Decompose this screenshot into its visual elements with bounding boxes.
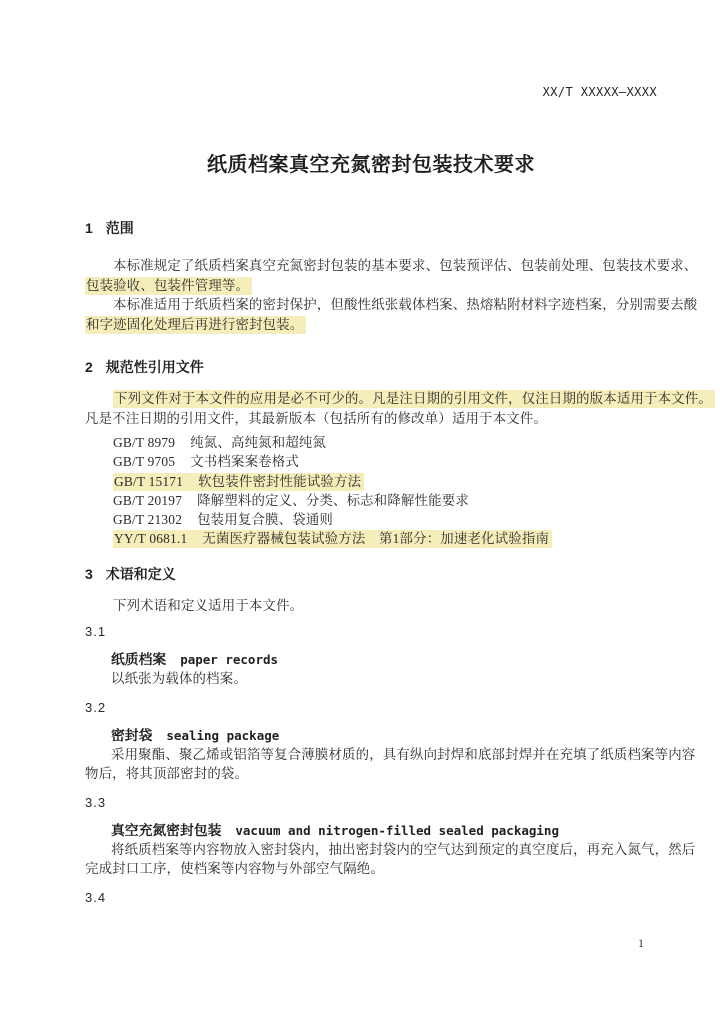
term-id: 3.2 <box>85 699 107 715</box>
term-definition-line: 物后，将其顶部密封的袋。 <box>85 766 249 782</box>
section-terms-title: 术语和定义 <box>105 565 176 582</box>
term-definition <box>85 745 696 784</box>
ref-item-title: 软包装件密封性能试验方法 <box>198 473 362 489</box>
doc-code: XX/T XXXXX—XXXX <box>542 85 657 99</box>
references-intro-line-1-highlighted: 下列文件对于本文件的应用是必不可少的。凡是注日期的引用文件，仅注日期的版本适用于本文件。 <box>113 390 715 408</box>
page-number: 1 <box>638 936 644 950</box>
term-id: 3.1 <box>85 624 107 640</box>
ref-item-title: 降解塑料的定义、分类、标志和降解性能要求 <box>197 492 469 508</box>
scope-paragraph-1 <box>85 256 698 295</box>
ref-item <box>85 472 657 491</box>
section-references-title: 规范性引用文件 <box>105 359 204 375</box>
term-definition-line: 以纸张为载体的档案。 <box>111 671 247 687</box>
ref-item <box>85 452 657 471</box>
term-name <box>85 821 657 840</box>
section-scope-heading <box>85 219 657 237</box>
term-definition-line: 采用聚酯、聚乙烯或铝箔等复合薄膜材质的，具有纵向封焊和底部封焊并在充填了纸质档案等内容 <box>111 746 696 762</box>
ref-item-title: 包装用复合膜、袋通则 <box>197 512 333 528</box>
scope-p1-line-1: 本标准规定了纸质档案真空充氮密封包装的基本要求、包装预评估、包装前处理、包装技术要求、 <box>113 258 698 273</box>
term-name <box>85 726 657 745</box>
ref-item-code: GB/T 8979 <box>113 435 176 450</box>
term-definition <box>85 840 696 879</box>
term-id: 3.3 <box>85 794 107 810</box>
ref-item-title: 纯氮、高纯氮和超纯氮 <box>190 435 327 450</box>
scope-p1-line-2-highlighted: 包装验收、包装件管理等。 <box>85 277 252 295</box>
section-scope-number: 1 <box>85 220 93 236</box>
ref-item <box>85 491 657 510</box>
scope-paragraph-2 <box>85 295 698 334</box>
references-intro <box>85 389 712 428</box>
references-intro-line-2: 凡是不注日期的引用文件，其最新版本（包括所有的修改单）适用于本文件。 <box>85 410 548 426</box>
term-name-en: paper records <box>180 652 279 668</box>
section-scope-title: 范围 <box>105 220 134 236</box>
section-terms-heading <box>85 565 657 583</box>
term-id: 3.4 <box>85 889 107 905</box>
ref-item <box>85 510 657 529</box>
ref-item <box>85 529 657 548</box>
ref-item-code: YY/T 0681.1 <box>114 531 188 547</box>
term-name-zh: 真空充氮密封包装 <box>111 822 222 838</box>
ref-item-code: GB/T 9705 <box>113 454 176 470</box>
term-name-zh: 密封袋 <box>111 727 153 743</box>
term-definition-line: 完成封口工序，使档案等内容物与外部空气隔绝。 <box>85 861 384 877</box>
section-terms-number: 3 <box>85 565 93 582</box>
term-definition <box>85 669 657 689</box>
terms-intro: 下列术语和定义适用于本文件。 <box>113 597 304 613</box>
section-references-number: 2 <box>85 359 93 375</box>
term-definition-line: 将纸质档案等内容物放入密封袋内，抽出密封袋内的空气达到预定的真空度后，再充入氮气，然后 <box>111 841 696 857</box>
ref-item-title: 文书档案案卷格式 <box>190 454 299 470</box>
term-name-en: sealing package <box>166 727 280 743</box>
term-name-zh: 纸质档案 <box>111 652 167 668</box>
term-name-en: vacuum and nitrogen-filled sealed packaging <box>235 822 559 838</box>
scope-p2-line-2-highlighted: 和字迹固化处理后再进行密封包装。 <box>85 316 306 334</box>
references-list <box>85 433 657 549</box>
ref-item-code: GB/T 20197 <box>113 492 183 508</box>
term-name <box>85 650 657 669</box>
section-references-heading <box>85 358 657 376</box>
ref-item <box>85 433 657 452</box>
ref-item-code: GB/T 21302 <box>113 512 183 528</box>
ref-item-title: 无菌医疗器械包装试验方法 第1部分：加速老化试验指南 <box>202 531 550 547</box>
doc-title: 纸质档案真空充氮密封包装技术要求 <box>207 154 535 176</box>
scope-p2-line-1: 本标准适用于纸质档案的密封保护，但酸性纸张载体档案、热熔粘附材料字迹档案，分别需要去酸 <box>113 297 698 312</box>
ref-item-code: GB/T 15171 <box>114 473 184 489</box>
